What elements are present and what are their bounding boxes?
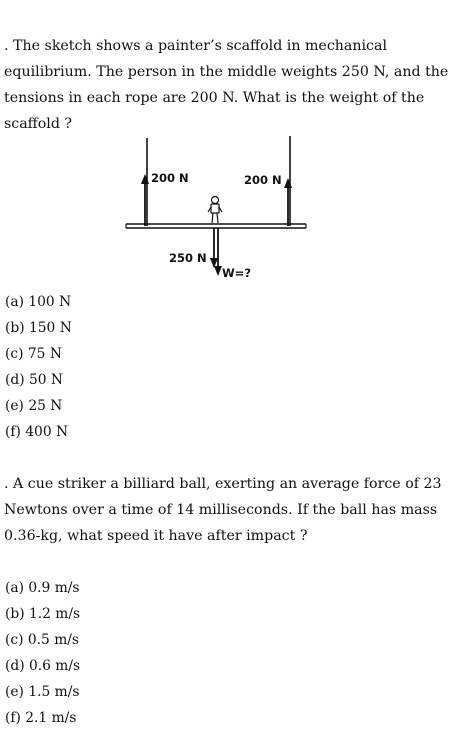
question-1-options xyxy=(5,289,72,445)
question-1-option-c: (c) 75 N xyxy=(5,346,62,362)
question-1-text xyxy=(4,33,466,137)
left-tension-label: 200 N xyxy=(151,171,189,185)
question-2-option-b: (b) 1.2 m/s xyxy=(5,606,81,622)
scaffold-weight-label: W=? xyxy=(222,266,251,280)
question-1-body: The sketch shows a painter’s scaffold in mechanical equilibrium. The person in the middle weights 250 N, and the tensions in each rope are 200 N. What is the weight of the scaffold ? xyxy=(4,38,449,132)
scaffold-diagram xyxy=(120,132,310,284)
person-figure xyxy=(208,197,222,224)
question-1-option-d: (d) 50 N xyxy=(5,372,63,388)
scaffold-sketch xyxy=(120,132,310,284)
question-2-option-e: (e) 1.5 m/s xyxy=(5,684,80,700)
left-tension-arrowhead xyxy=(141,174,149,184)
question-2-text xyxy=(4,471,466,549)
question-2-body: A cue striker a billiard ball, exerting an average force of 23 Newtons over a time of 14 milliseconds. If the ball has mass 0.36-kg, what speed it have after impact ? xyxy=(4,476,442,544)
question-2-option-f: (f) 2.1 m/s xyxy=(5,710,77,726)
question-1-option-e: (e) 25 N xyxy=(5,398,63,414)
question-2-option-d: (d) 0.6 m/s xyxy=(5,658,81,674)
scaffold-weight-arrowhead xyxy=(214,266,222,276)
question-1-option-a: (a) 100 N xyxy=(5,294,72,310)
question-1-option-b: (b) 150 N xyxy=(5,320,72,336)
question-2-options xyxy=(5,575,80,731)
question-2-option-a: (a) 0.9 m/s xyxy=(5,580,80,596)
question-1-number: . xyxy=(4,38,9,54)
person-weight-label: 250 N xyxy=(169,251,207,265)
question-1-option-f: (f) 400 N xyxy=(5,424,69,440)
question-2-option-c: (c) 0.5 m/s xyxy=(5,632,80,648)
right-tension-label: 200 N xyxy=(244,173,282,187)
question-2-number: . xyxy=(4,476,9,492)
